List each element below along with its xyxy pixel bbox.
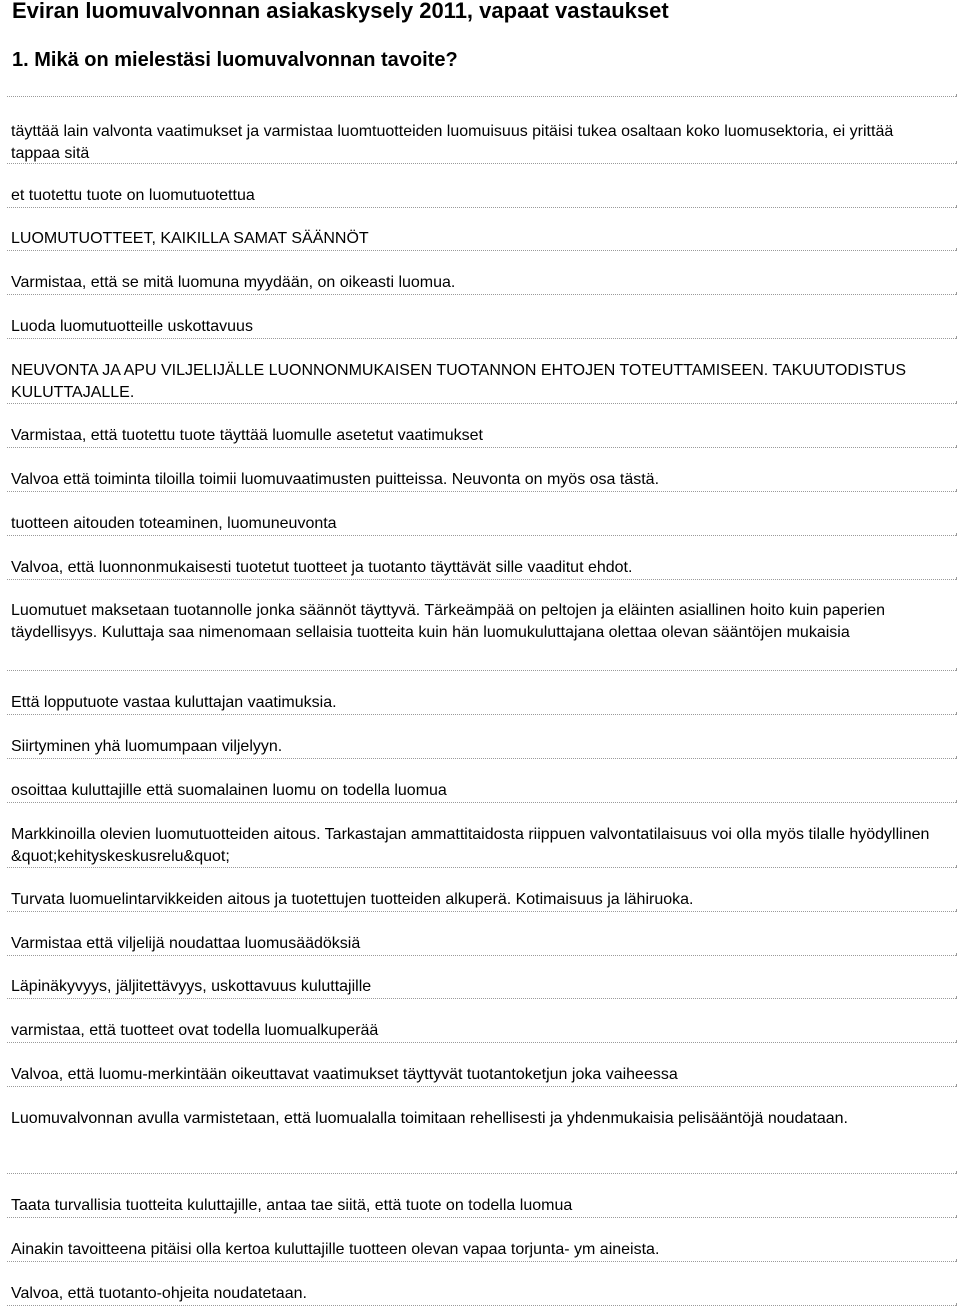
answer-item: Varmistaa että viljelijä noudattaa luomusäädöksiä <box>11 935 361 952</box>
divider <box>7 998 956 999</box>
answer-item: Läpinäkyvyys, jäljitettävyys, uskottavuus kuluttajille <box>11 978 372 995</box>
answer-item: Varmistaa, että tuotettu tuote täyttää luomulle asetetut vaatimukset <box>11 427 483 444</box>
answer-item: Turvata luomuelintarvikkeiden aitous ja tuotettujen tuotteiden alkuperä. Kotimaisuus ja lähiruoka. <box>11 891 694 908</box>
divider <box>7 1042 956 1043</box>
answer-item: Taata turvallisia tuotteita kuluttajille, antaa tae siitä, että tuote on todella luomua <box>11 1197 573 1214</box>
answer-item: NEUVONTA JA APU VILJELIJÄLLE LUONNONMUKAISEN TUOTANNON EHTOJEN TOTEUTTAMISEEN. TAKUUTODISTUS KULUTTAJALLE. <box>11 362 906 401</box>
divider <box>7 338 956 339</box>
divider <box>7 1086 956 1087</box>
answer-item: Valvoa, että luomu-merkintään oikeuttavat vaatimukset täyttyvät tuotantoketjun joka vaiheessa <box>11 1066 678 1083</box>
divider <box>7 403 956 404</box>
divider <box>7 911 956 912</box>
divider <box>7 163 956 164</box>
answer-item: Markkinoilla olevien luomutuotteiden aitous. Tarkastajan ammattitaidosta riippuen valvontatilaisuus voi olla myös tilalle hyödyllinen &quot;kehityskeskusrelu&quot; <box>11 826 930 865</box>
divider <box>7 1217 956 1218</box>
answer-item: LUOMUTUOTTEET, KAIKILLA SAMAT SÄÄNNÖT <box>11 230 369 247</box>
divider <box>7 1305 956 1306</box>
answer-item: osoittaa kuluttajille että suomalainen luomu on todella luomua <box>11 782 447 799</box>
divider <box>7 250 956 251</box>
answer-item: Luoda luomutuotteille uskottavuus <box>11 318 253 335</box>
divider <box>7 579 956 580</box>
question-heading: 1. Mikä on mielestäsi luomuvalvonnan tavoite? <box>12 49 458 71</box>
answer-item: Valvoa, että tuotanto-ohjeita noudatetaan. <box>11 1285 307 1302</box>
answer-item: Valvoa, että luonnonmukaisesti tuotetut tuotteet ja tuotanto täyttävät sille vaaditut ehdot. <box>11 559 633 576</box>
document-title: Eviran luomuvalvonnan asiakaskysely 2011, vapaat vastaukset <box>12 0 669 23</box>
divider <box>7 96 956 97</box>
divider <box>7 1173 956 1174</box>
answer-item: Siirtyminen yhä luomumpaan viljelyyn. <box>11 738 283 755</box>
divider <box>7 491 956 492</box>
divider <box>7 1261 956 1262</box>
answer-item: Varmistaa, että se mitä luomuna myydään, on oikeasti luomua. <box>11 274 456 291</box>
answer-item: Valvoa että toiminta tiloilla toimii luomuvaatimusten puitteissa. Neuvonta on myös osa tästä. <box>11 471 660 488</box>
answer-item: varmistaa, että tuotteet ovat todella luomualkuperää <box>11 1022 379 1039</box>
divider <box>7 955 956 956</box>
divider <box>7 758 956 759</box>
answer-item: Ainakin tavoitteena pitäisi olla kertoa kuluttajille tuotteen olevan vapaa torjunta- ym aineista. <box>11 1241 660 1258</box>
divider <box>7 535 956 536</box>
answer-item: tuotteen aitouden toteaminen, luomuneuvonta <box>11 515 337 532</box>
answer-item: Luomuvalvonnan avulla varmistetaan, että luomualalla toimitaan rehellisesti ja yhdenmukaisia pelisääntöjä noudataan. <box>11 1110 848 1127</box>
divider <box>7 802 956 803</box>
divider <box>7 207 956 208</box>
divider <box>7 294 956 295</box>
divider <box>7 447 956 448</box>
answer-item: Että lopputuote vastaa kuluttajan vaatimuksia. <box>11 694 337 711</box>
divider <box>7 867 956 868</box>
answer-item: et tuotettu tuote on luomutuotettua <box>11 187 255 204</box>
answer-item: Luomutuet maksetaan tuotannolle jonka säännöt täyttyvä. Tärkeämpää on peltojen ja eläinten asiallinen hoito kuin paperien täydellisyys. Kuluttaja saa nimenomaan sellaisia tuotteita kuin hän luomukuluttajana olettaa olevan sääntöjen mukaisia <box>11 602 886 641</box>
answer-item: täyttää lain valvonta vaatimukset ja varmistaa luomtuotteiden luomuisuus pitäisi tukea osaltaan koko luomusektoria, ei yrittää tappaa sitä <box>11 123 894 162</box>
divider <box>7 670 956 671</box>
divider <box>7 714 956 715</box>
